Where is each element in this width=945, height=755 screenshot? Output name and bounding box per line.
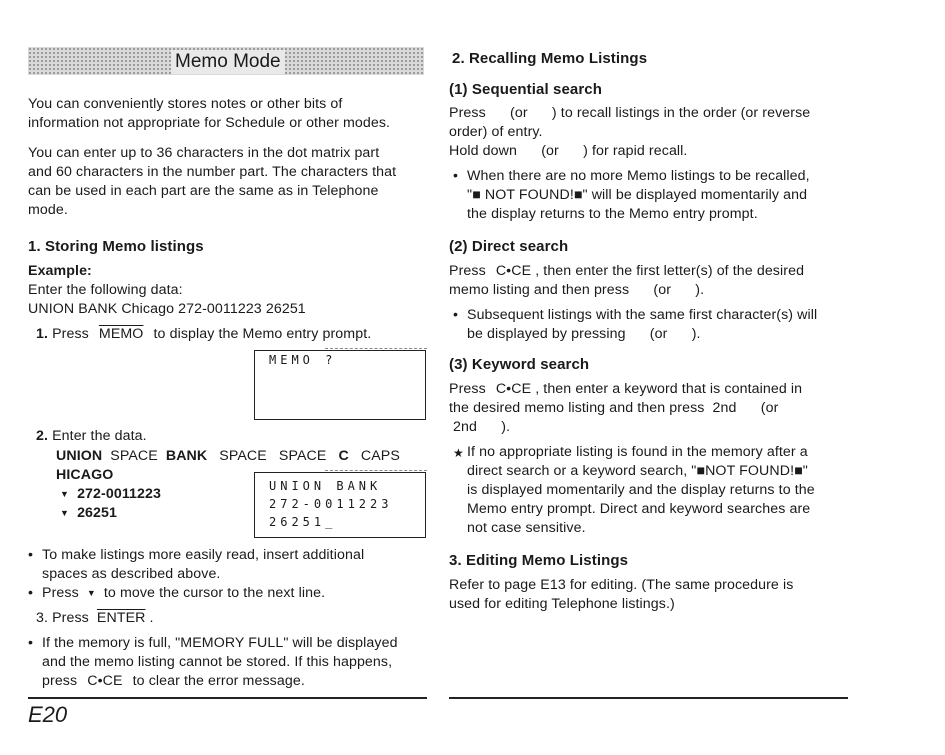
page-number: E20 (28, 702, 68, 727)
page-title: Memo Mode (171, 50, 285, 74)
keyword-note-line-4: Memo entry prompt. Direct and keyword searches are (467, 501, 811, 517)
footer-rule-left (28, 697, 427, 699)
step2 (36, 427, 147, 446)
bullet-memory-full-line-1: • If the memory is full, "MEMORY FULL" will be displayed (42, 634, 398, 653)
keyword-line-1 (449, 380, 802, 399)
intro-line-1: You can conveniently stores notes or other bits of (28, 96, 343, 112)
intro-line-2: information not appropriate for Schedule or other modes. (28, 115, 391, 131)
footer-rule-right (449, 697, 848, 699)
key-number-1: 272-0011223 (77, 486, 162, 502)
lcd-prompt-line: MEMO ? (269, 353, 337, 367)
bullet-cursor-text-b: to move the cursor to the next line. (103, 585, 326, 601)
bullet-cursor (42, 584, 325, 603)
direct-bullet-line-2: be displayed by pressing (or ). (467, 326, 701, 342)
edit-line-1: Refer to page E13 for editing. (The same procedure is (449, 577, 794, 593)
step3-text-b: . (149, 610, 154, 626)
sequential-line-3: Hold down (or ) for rapid recall. (449, 143, 688, 159)
key-number-2: 26251 (77, 505, 118, 521)
edit-line-2: used for editing Telephone listings.) (449, 596, 675, 612)
intro2-line-3: can be used in each part are the same as in Telephone (28, 183, 379, 199)
lcd-display-entry (254, 472, 426, 538)
step1-text-b: to display the Memo entry prompt. (153, 326, 372, 342)
keyword-note-line-2: direct search or a keyword search, "■NOT FOUND!■" (467, 463, 808, 479)
step1 (36, 325, 371, 344)
keyword-note-line-5: not case sensitive. (467, 520, 586, 536)
key-sequence-line-4 (60, 504, 117, 523)
keyword-text-a: Press (449, 381, 486, 397)
key-space-2: SPACE (219, 448, 267, 464)
sequential-bullet-line-2: "■ NOT FOUND!■" will be displayed momentarily and (467, 187, 808, 203)
keyword-line-2: the desired memo listing and then press 2nd (or (449, 400, 779, 416)
bullet-spaces-line-1: • To make listings more easily read, insert additional (42, 546, 364, 565)
intro2-line-4: mode. (28, 202, 68, 218)
step2-text: Enter the data. (52, 428, 147, 444)
bullet-memory-full-line-2: and the memo listing cannot be stored. If this happens, (42, 654, 393, 670)
step3-text-a: Press (52, 610, 89, 626)
cce-key: C•CE (495, 381, 532, 397)
bullet-memory-full-line-3 (42, 672, 305, 691)
section2-heading: 2. Recalling Memo Listings (452, 50, 648, 67)
step1-number: 1. (36, 326, 49, 342)
keyword-search-heading: (3) Keyword search (449, 356, 590, 373)
key-bank: BANK (165, 448, 208, 464)
lcd-entry-line-2: 272-0011223 (269, 497, 393, 511)
sequential-bullet-line-3: the display returns to the Memo entry prompt. (467, 206, 758, 222)
key-sequence-line-3 (60, 485, 161, 504)
down-arrow-icon: ▼ (60, 508, 70, 518)
direct-search-heading: (2) Direct search (449, 238, 569, 255)
cce-key: C•CE (87, 673, 123, 689)
direct-bullet-line-1: • Subsequent listings with the same first character(s) will (467, 306, 817, 325)
memo-key: MEMO (98, 326, 144, 342)
intro2-line-1: You can enter up to 36 characters in the dot matrix part (28, 145, 380, 161)
step1-text-a: Press (52, 326, 89, 342)
keyword-note-line-1: ★ If no appropriate listing is found in the memory after a (467, 443, 808, 462)
direct-text-b: , then enter the first letter(s) of the desired (535, 263, 805, 279)
step2-number: 2. (36, 428, 49, 444)
keyword-line-3: 2nd ). (453, 419, 511, 435)
sequential-bullet-line-1: • When there are no more Memo listings to be recalled, (467, 167, 810, 186)
direct-line-1 (449, 262, 804, 281)
lcd-indicator (325, 348, 427, 351)
keyword-text-b: , then enter a keyword that is contained in (535, 381, 803, 397)
section3-heading: 3. Editing Memo Listings (449, 552, 629, 569)
example-line-1: Enter the following data: (28, 282, 183, 298)
bullet-memory-full-text-b: to clear the error message. (132, 673, 305, 689)
down-arrow-icon: ▼ (60, 489, 70, 499)
key-caps: CAPS (360, 448, 400, 464)
key-sequence-line-2: HICAGO (56, 467, 114, 483)
enter-key: ENTER (96, 610, 146, 626)
lcd-entry-line-3: 26251_ (269, 515, 337, 529)
intro2-line-2: and 60 characters in the number part. The characters that (28, 164, 397, 180)
example-label: Example: (28, 263, 92, 279)
example-line-2: UNION BANK Chicago 272-0011223 26251 (28, 301, 306, 317)
lcd-entry-line-1: UNION BANK (269, 479, 382, 493)
lcd-indicator (325, 470, 427, 473)
down-arrow-icon: ▼ (86, 588, 96, 598)
sequential-search-heading: (1) Sequential search (449, 81, 602, 98)
key-union: UNION (56, 448, 103, 464)
direct-text-a: Press (449, 263, 486, 279)
step3-number: 3. (36, 610, 49, 626)
bullet-cursor-text-a: Press (42, 585, 79, 601)
lcd-display-prompt (254, 350, 426, 420)
key-sequence-line-1 (56, 447, 436, 466)
bullet-spaces-line-2: spaces as described above. (42, 566, 221, 582)
direct-line-2: memo listing and then press (or ). (449, 282, 705, 298)
key-c: C (338, 448, 349, 464)
keyword-note-line-3: is displayed momentarily and the display returns to the (467, 482, 815, 498)
cce-key: C•CE (495, 263, 532, 279)
bullet-memory-full-text-a: press (42, 673, 78, 689)
step3 (36, 609, 154, 628)
section1-heading: 1. Storing Memo listings (28, 238, 204, 255)
sequential-line-2: order) of entry. (449, 124, 543, 140)
key-space-1: SPACE (110, 448, 158, 464)
sequential-line-1: Press (or ) to recall listings in the order (or reverse (449, 105, 811, 121)
key-space-3: SPACE (278, 448, 327, 464)
